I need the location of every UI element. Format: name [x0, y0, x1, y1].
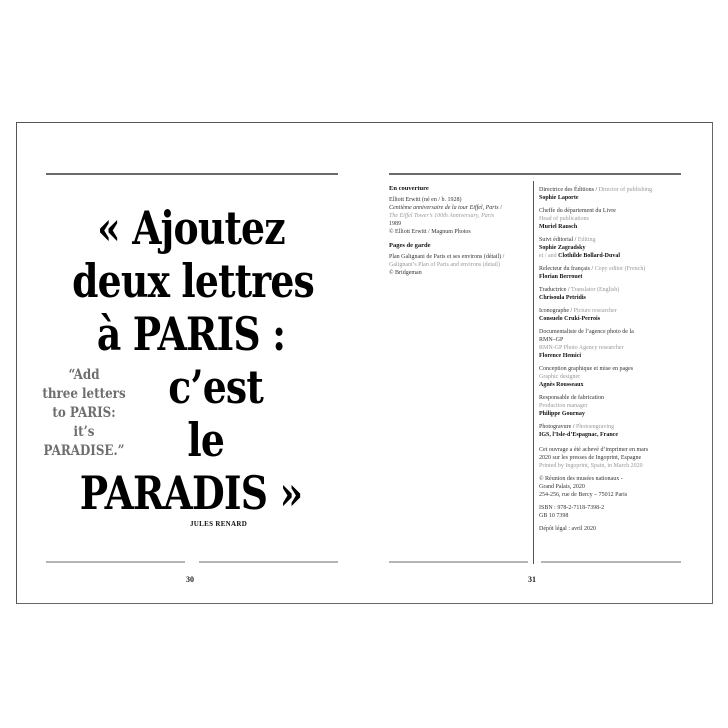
cover-title-fr: Centième anniversaire de la tour Eiffel, Paris / — [389, 205, 502, 211]
right-top-rule — [389, 173, 681, 175]
left-top-rule — [46, 173, 338, 175]
credit-graphic-designer: Conception graphique et mise en pages Graphic designer Agnès Rousseaux — [539, 365, 684, 389]
isbn: ISBN : 978-2-7118-7398-2 — [539, 505, 605, 511]
quote-line-4: c’est — [168, 360, 263, 414]
page-number-left: 30 — [186, 575, 194, 584]
credit-name: Florian Berrouet — [539, 274, 583, 280]
isbn-info — [539, 504, 684, 520]
cover-credits-column — [389, 185, 529, 282]
credit-translator: Traductrice / Translator (English) Chrisoula Petridis — [539, 286, 684, 302]
quote-line-5: le — [187, 413, 225, 467]
english-translation — [42, 366, 127, 461]
cover-year: 1989 — [389, 221, 401, 227]
credit-head-publications: Cheffe du département du Livre Head of publications Muriel Rausch — [539, 207, 684, 231]
staff-credits-column — [539, 186, 684, 538]
credit-name: Philippe Gournay — [539, 411, 585, 417]
gb-number: GB 10 7398 — [539, 513, 569, 519]
credit-name: Sophie Zagradsky — [539, 245, 586, 251]
left-bottom-rule-a — [46, 561, 185, 563]
credit-editing: Suivi éditorial / Editing Sophie Zagradsky et / and Clothilde Bollard-Duval — [539, 236, 684, 260]
printing-info: Cet ouvrage a été achevé d’imprimer en mars 2020 sur les presses de Ingoprint, Espagne Printed by Ingoprint, Spain, in March 2020 — [539, 447, 649, 469]
endpapers-copyright: © Bridgeman — [389, 270, 422, 276]
credit-copy-editor: Relecteur du français / Copy editor (French) Florian Berrouet — [539, 265, 684, 281]
quote-line-3: à PARIS : — [96, 307, 286, 361]
cover-heading: En couverture — [389, 185, 429, 192]
credit-name: Muriel Rausch — [539, 224, 578, 230]
en-line-2: three letters — [42, 386, 126, 402]
credit-name: Agnès Rousseaux — [539, 382, 584, 388]
cover-title-en: The Eiffel Tower’s 100th Anniversary, Paris — [389, 213, 495, 219]
en-line-4: it’s — [73, 424, 95, 440]
credit-photo-agency: Documentaliste de l’agence photo de la RMN–GP RMN-GP Photo Agency researcher Florence Hemici — [539, 328, 684, 360]
credit-production: Responsable de fabrication Production manager Philippe Gournay — [539, 394, 684, 418]
quote-line-6: PARADIS » — [79, 466, 303, 520]
page-number-right: 31 — [528, 575, 536, 584]
french-quote — [46, 202, 336, 520]
en-line-1: “Add — [68, 367, 100, 383]
credit-director: Directrice des Éditions / Director of publishing Sophie Laporte — [539, 186, 684, 202]
cover-photographer: Elliott Erwitt (né en / b. 1928) — [389, 197, 462, 203]
cover-copyright: © Elliott Erwitt / Magnum Photos — [389, 229, 471, 235]
credit-name: Clothilde Bollard-Duval — [558, 253, 621, 259]
quote-line-1: « Ajoutez — [97, 201, 285, 255]
credit-name: Sophie Laporte — [539, 195, 579, 201]
right-bottom-rule-b — [541, 561, 681, 563]
en-line-5: PARADISE.” — [43, 443, 125, 459]
credit-name: Chrisoula Petridis — [539, 295, 586, 301]
publisher-info: © Réunion des musées nationaux - Grand Palais, 2020 254-256, rue de Bercy – 75012 Paris — [539, 476, 628, 498]
credit-name: IGS, l’Isle-d’Espagnac, France — [539, 432, 619, 438]
credit-photoengraving: Photogravure / Photoengraving IGS, l’Isle-d’Espagnac, France — [539, 423, 684, 439]
endpapers-title-fr: Plan Galignani de Paris et ses environs (détail) / — [389, 254, 505, 260]
credit-picture-researcher: Iconographe / Picture researcher Consuelo Cruki-Perrois — [539, 307, 684, 323]
endpapers-title-en: Galignani’s Plan of Paris and environs (detail) — [389, 262, 500, 268]
right-bottom-rule-a — [389, 561, 528, 563]
column-divider — [533, 181, 534, 564]
quote-author: JULES RENARD — [190, 520, 248, 528]
left-bottom-rule-b — [199, 561, 338, 563]
legal-deposit: Dépôt légal : avril 2020 — [539, 526, 596, 532]
en-line-3: to PARIS: — [52, 405, 116, 421]
quote-line-2: deux lettres — [72, 254, 314, 308]
endpapers-heading: Pages de garde — [389, 242, 431, 249]
credit-name: Consuelo Cruki-Perrois — [539, 316, 601, 322]
credit-name: Florence Hemici — [539, 353, 582, 359]
